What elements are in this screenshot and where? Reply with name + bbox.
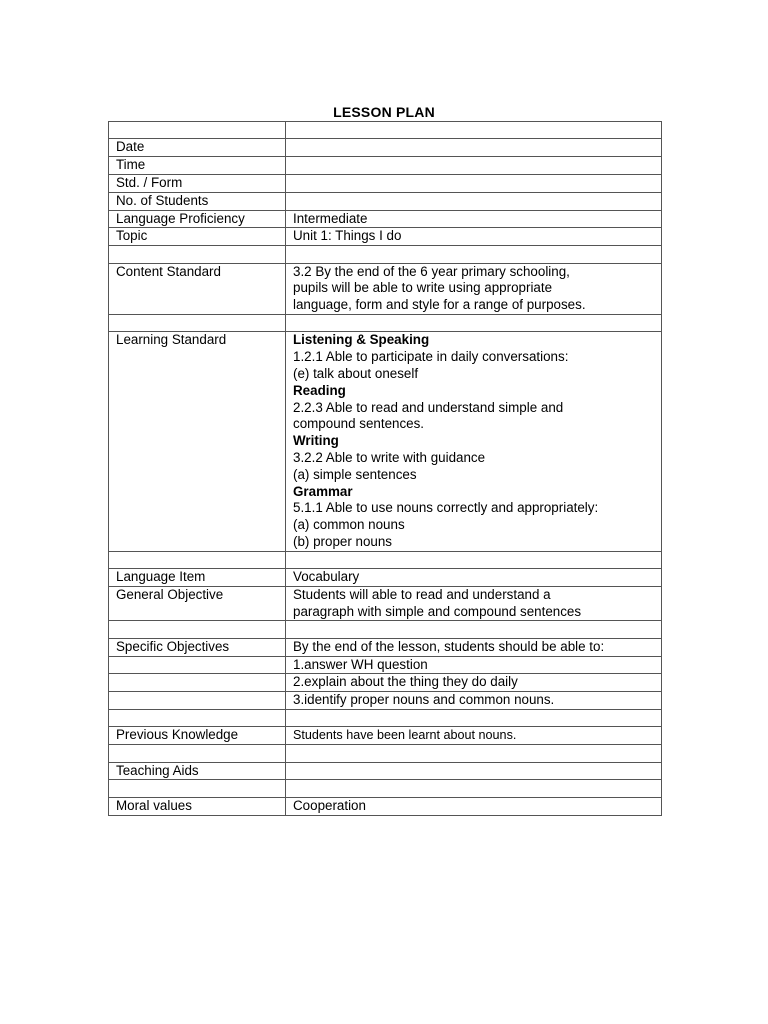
table-row-blank (109, 551, 662, 568)
table-row-blank (109, 122, 662, 139)
section-line: 5.1.1 Able to use nouns correctly and appropriately: (293, 500, 599, 516)
objective-line: paragraph with simple and compound sentences (293, 603, 582, 619)
row-label: Language Proficiency (109, 210, 286, 228)
section-line: (e) talk about oneself (293, 365, 419, 381)
section-line: 3.2.2 Able to write with guidance (293, 449, 486, 465)
row-value: Cooperation (286, 797, 662, 815)
row-label: Topic (109, 228, 286, 246)
row-label: General Objective (109, 586, 286, 621)
row-label: Content Standard (109, 263, 286, 314)
table-row-blank (109, 780, 662, 797)
table-row-std-form (109, 174, 662, 192)
table-row-learning-standard (109, 332, 662, 551)
row-value: Unit 1: Things I do (286, 228, 662, 246)
table-row-time (109, 157, 662, 175)
table-row-date (109, 139, 662, 157)
section-line: (b) proper nouns (293, 533, 392, 549)
row-label: Date (109, 139, 286, 157)
table-row-topic (109, 228, 662, 246)
row-value (286, 192, 662, 210)
lesson-plan-table (108, 121, 662, 816)
table-row-general-objective (109, 586, 662, 621)
row-label: Previous Knowledge (109, 727, 286, 745)
row-value (286, 332, 662, 551)
table-row-proficiency (109, 210, 662, 228)
content-line: pupils will be able to write using appropriate (293, 280, 553, 296)
row-value: 1.answer WH question (286, 656, 662, 674)
objective-line: Students will able to read and understand a (293, 586, 551, 602)
row-value (286, 174, 662, 192)
row-value (286, 762, 662, 780)
row-value (286, 263, 662, 314)
row-value: 2.explain about the thing they do daily (286, 674, 662, 692)
page-title: LESSON PLAN (333, 104, 435, 120)
table-row-content-standard (109, 263, 662, 314)
row-label: No. of Students (109, 192, 286, 210)
section-line: 2.2.3 Able to read and understand simple and (293, 399, 564, 415)
table-row-moral-values (109, 797, 662, 815)
section-line: (a) common nouns (293, 517, 405, 533)
row-value: Intermediate (286, 210, 662, 228)
table-row-blank (109, 246, 662, 263)
content-line: 3.2 By the end of the 6 year primary schooling, (293, 263, 570, 279)
row-value: 3.identify proper nouns and common nouns. (286, 692, 662, 710)
section-heading: Grammar (293, 483, 353, 499)
table-row-blank (109, 710, 662, 727)
table-row-blank (109, 745, 662, 762)
row-label: Teaching Aids (109, 762, 286, 780)
table-row-no-students (109, 192, 662, 210)
table-row-blank (109, 314, 662, 331)
table-row-language-item (109, 569, 662, 587)
row-label: Moral values (109, 797, 286, 815)
row-value: Students have been learnt about nouns. (286, 727, 662, 745)
section-line: 1.2.1 Able to participate in daily conversations: (293, 349, 569, 365)
table-row-blank (109, 621, 662, 638)
content-line: language, form and style for a range of purposes. (293, 297, 586, 313)
section-line: compound sentences. (293, 416, 425, 432)
section-heading: Writing (293, 433, 339, 449)
table-row-specific-objectives (109, 638, 662, 656)
section-heading: Reading (293, 382, 346, 398)
row-label: Language Item (109, 569, 286, 587)
row-label: Learning Standard (109, 332, 286, 551)
table-row-objective-item (109, 656, 662, 674)
row-label: Time (109, 157, 286, 175)
row-value: Vocabulary (286, 569, 662, 587)
table-row-teaching-aids (109, 762, 662, 780)
row-value (286, 157, 662, 175)
row-label: Specific Objectives (109, 638, 286, 656)
row-value (286, 139, 662, 157)
table-row-objective-item (109, 692, 662, 710)
section-line: (a) simple sentences (293, 466, 417, 482)
section-heading: Listening & Speaking (293, 332, 430, 348)
row-label: Std. / Form (109, 174, 286, 192)
row-value (286, 586, 662, 621)
table-row-objective-item (109, 674, 662, 692)
row-value: By the end of the lesson, students should be able to: (286, 638, 662, 656)
table-row-previous-knowledge (109, 727, 662, 745)
